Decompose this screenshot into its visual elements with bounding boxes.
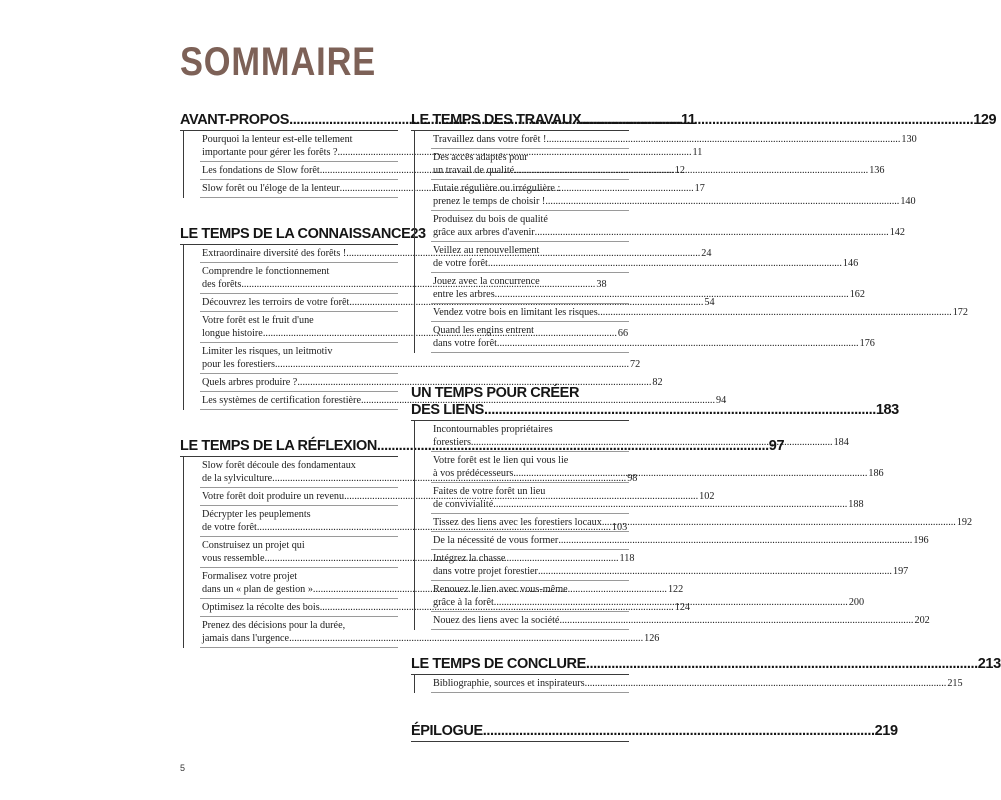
entry-title-line: Votre forêt doit produire un revenu [202,491,345,502]
dot-leader [488,257,842,270]
entry-page-number: 103 [611,522,628,533]
section-page-number: 129 [973,112,997,128]
entry-title-line: Produisez du bois de qualité [433,214,548,225]
entry-leader [433,133,917,146]
entry-leader [433,516,973,529]
entry-title-line: des forêts [202,279,242,290]
section-page-number: 97 [768,438,785,454]
entry-leader [202,376,663,389]
entry-title-line: De la nécessité de vous former [433,535,559,546]
section-entries [414,675,963,693]
toc-section [411,656,1001,693]
entry-title-line: Quand les engins entrent [433,325,534,336]
entry-page-number: 66 [617,328,629,339]
toc-entry[interactable] [431,532,929,550]
entry-page-number: 146 [842,258,859,269]
dot-leader [592,677,946,690]
toc-entry[interactable] [431,211,905,242]
entry-title-line: dans votre forêt... [433,338,505,349]
section-heading-leader [180,226,426,243]
entry-title-line: Des accès adaptés pour [433,152,528,163]
section-page-number: 183 [875,402,899,418]
entry-page-number: 202 [914,615,930,626]
dot-leader [495,288,849,301]
toc-entry[interactable] [431,514,973,532]
entry-page-number: 172 [952,307,968,318]
entry-title-line: Votre forêt est le fruit d'une [202,315,314,326]
entry-title-line: grâce à la forêt [433,597,494,608]
entry-title-line: un travail de qualité [433,165,515,176]
entry-page-number: 140 [900,196,916,207]
section-heading-leader [411,402,899,419]
dot-leader [479,436,833,449]
entry-title-line: Renouez le lien avec vous-même [433,584,568,595]
entry-title-line: importante pour gérer les forêts ? [202,147,338,158]
entry-title-line: Slow forêt ou l'éloge de la lenteur [202,183,340,194]
dot-leader [494,596,848,609]
entry-leader [433,337,875,350]
entry-title-line: Pourquoi la lenteur est-elle tellement [202,134,353,145]
dot-leader [559,614,913,627]
entry-page-number: 102 [699,491,715,502]
toc-entry[interactable] [431,612,930,630]
entry-title-line: Optimisez la récolte des bois [202,602,320,613]
entry-title-line: Faites de votre forêt un lieu [433,486,546,497]
toc-entry[interactable] [200,374,663,392]
entry-page-number: 54 [704,297,715,308]
entry-title-line: dans un « plan de gestion » [202,584,313,595]
section-page-number: 23 [410,226,426,242]
page-number: 5 [180,763,186,773]
section-page-number: 219 [874,723,898,739]
entry-leader [202,358,641,371]
dot-leader [505,337,859,350]
entry-title-line: de votre forêt [433,258,488,269]
entry-page-number: 136 [869,165,885,176]
toc-entry[interactable] [431,550,909,581]
entry-page-number: 200 [848,597,865,608]
entry-leader [202,632,660,645]
entry-leader [433,195,916,208]
toc-section [411,723,898,742]
entry-title-line: jamais dans l'urgence [202,633,290,644]
entry-page-number: 98 [627,473,638,484]
section-heading-label: AVANT-PROPOS [180,112,290,128]
section-heading-label: LE TEMPS DE LA RÉFLEXION [180,438,377,454]
entry-title-line: à vos prédécesseurs [433,468,514,479]
entry-title-line: Les fondations de Slow forêt [202,165,320,176]
entry-leader [433,565,909,578]
entry-title-line: Prenez des décisions pour la durée, [202,620,346,631]
section-heading-label: LE TEMPS DES TRAVAUX [411,112,582,128]
entry-page-number: 192 [956,517,973,528]
entry-page-number: 124 [674,602,690,613]
section-heading-leader [411,723,898,740]
entry-title-line: Incontournables propriétaires [433,424,553,435]
entry-page-number: 188 [848,499,864,510]
entry-title-line: Vendez votre bois en limitant les risques [433,307,598,318]
entry-title-line: longue histoire [202,328,263,339]
entry-leader [433,677,963,690]
entry-title-line: entre les arbres [433,289,495,300]
section-heading-label: ÉPILOGUE [411,723,483,739]
dot-leader [514,164,868,177]
entry-leader [202,296,715,309]
entry-page-number: 94 [716,395,727,406]
entry-page-number: 130 [901,134,917,145]
dot-leader [558,534,912,547]
entry-title-line: Les systèmes de certification forestière [202,395,361,406]
entry-page-number: 72 [630,359,641,370]
entry-title-line: Slow forêt découle des fondamentaux [202,460,356,471]
entry-title-line: vous ressemble [202,553,265,564]
section-heading-label: LE TEMPS DE CONCLURE [411,656,586,672]
section-heading-leader [411,656,1001,673]
entry-leader [433,498,864,511]
dot-leader [602,516,956,529]
section-heading-label: DES LIENS [411,402,484,418]
entry-title-line: Construisez un projet qui [202,540,305,551]
entry-page-number: 186 [868,468,884,479]
entry-title-line: forestiers... [433,437,479,448]
entry-title-line: Décrypter les peuplements [202,509,311,520]
entry-page-number: 176 [859,338,875,349]
section-page-number: 11 [680,112,696,128]
entry-title-line: Extraordinaire diversité des forêts ! [202,248,347,259]
toc-entry[interactable] [431,675,963,693]
entry-page-number: 12 [674,165,685,176]
entry-page-number: 122 [667,584,684,595]
entry-page-number: 215 [947,678,963,689]
entry-leader [433,226,905,239]
entry-page-number: 142 [889,227,905,238]
entry-leader [433,534,929,547]
dot-leader [581,112,973,129]
entry-title-line: de votre forêt [202,522,257,533]
dot-leader [484,402,876,419]
section-heading-line: UN TEMPS POUR CRÉER [411,385,580,401]
entry-title-line: Travaillez dans votre forêt ! [433,134,547,145]
entry-title-line: Intégrez la chasse [433,553,506,564]
entry-page-number: 196 [913,535,929,546]
entry-page-number: 38 [596,279,607,290]
section-heading[interactable] [411,723,898,742]
dot-leader [483,723,875,740]
entry-title-line: de convivialité [433,499,494,510]
page-title: SOMMAIRE [180,40,377,84]
section-heading[interactable] [180,226,426,245]
dot-leader [546,133,900,146]
entry-title-line: grâce aux arbres d'avenir [433,227,535,238]
entry-page-number: 118 [619,553,635,564]
section-heading-label: LE TEMPS DE LA CONNAISSANCE [180,226,411,242]
entry-title-line: pour les forestiers [202,359,275,370]
entry-page-number: 197 [892,566,909,577]
entry-title-line: Quels arbres produire ? [202,377,298,388]
entry-title-line: Limiter les risques, un leitmotiv [202,346,333,357]
entry-title-line: Veillez au renouvellement [433,245,540,256]
dot-leader [535,226,889,239]
entry-title-line: Formalisez votre projet [202,571,298,582]
entry-title-line: Bibliographie, sources et inspirateurs... [433,678,593,689]
dot-leader [538,565,892,578]
entry-page-number: 162 [849,289,865,300]
section-page-number: 213 [977,656,1001,672]
entry-title-line: Jouez avec la concurrence [433,276,540,287]
entry-leader [433,257,859,270]
entry-title-line: prenez le temps de choisir ! [433,196,546,207]
entry-title-line: Votre forêt est le lien qui vous lie [433,455,569,466]
dot-leader [513,467,867,480]
entry-title-line: dans votre projet forestier [433,566,538,577]
entry-page-number: 11 [692,147,703,158]
section-heading[interactable] [411,656,1001,675]
toc-entry[interactable] [431,304,968,322]
dot-leader [586,656,978,673]
toc-entry[interactable] [431,322,875,353]
entry-title-line: Découvrez les terroirs de votre forêt [202,297,350,308]
entry-title-line: Comprendre le fonctionnement [202,266,330,277]
entry-leader [433,614,930,627]
entry-title-line: Tissez des liens avec les forestiers locaux [433,517,602,528]
entry-title-line: Nouez des liens avec la société [433,615,560,626]
entry-page-number: 126 [644,633,660,644]
entry-page-number: 17 [694,183,705,194]
dot-leader [598,306,952,319]
entry-page-number: 184 [833,437,849,448]
entry-title-line: de la sylviculture [202,473,273,484]
entry-page-number: 24 [701,248,712,259]
entry-leader [433,288,865,301]
entry-title-line: Futaie régulière ou irrégulière : [433,183,561,194]
dot-leader [545,195,899,208]
entry-page-number: 82 [652,377,663,388]
entry-leader [433,306,968,319]
toc-entry[interactable] [431,131,917,149]
dot-leader [493,498,847,511]
entry-leader [202,394,727,407]
